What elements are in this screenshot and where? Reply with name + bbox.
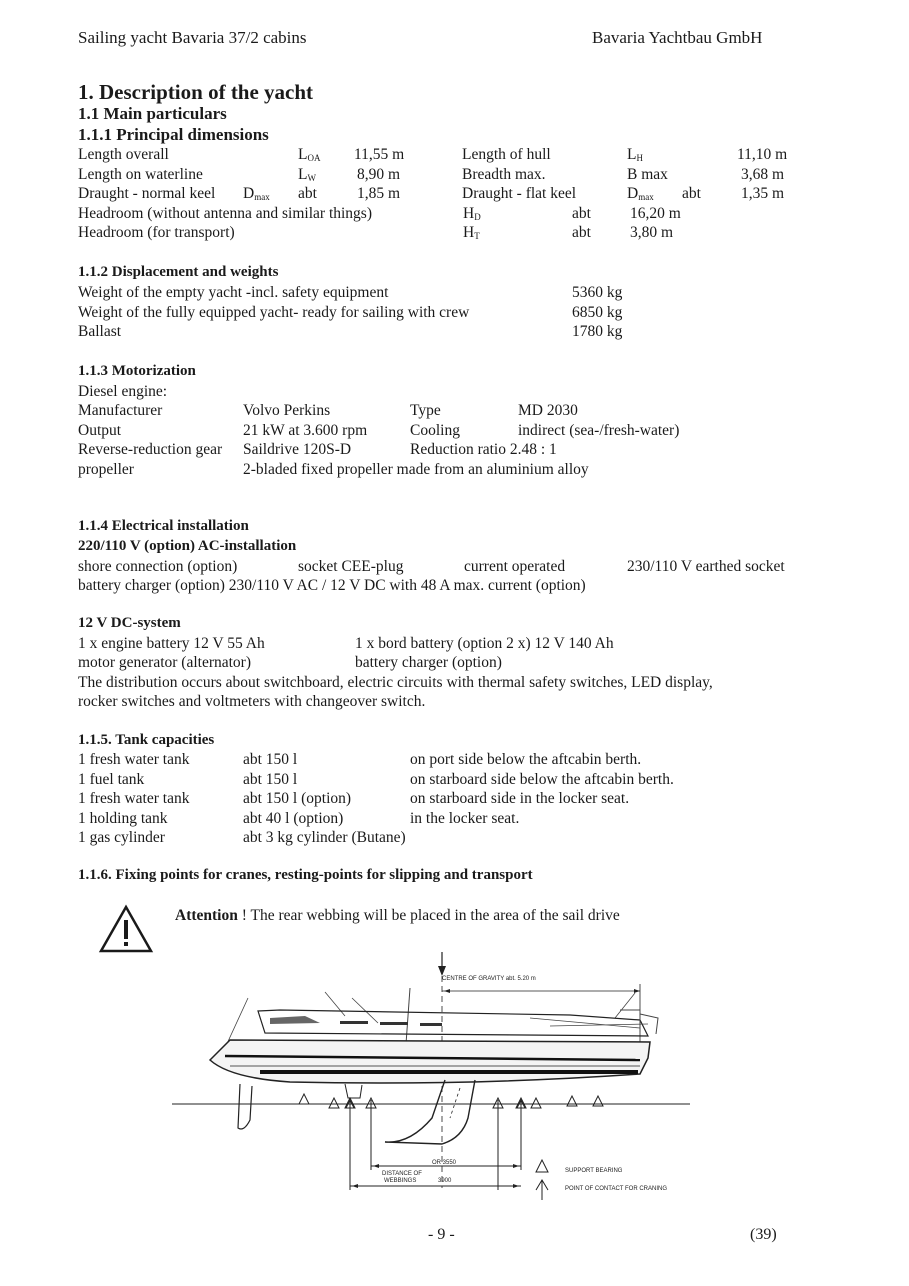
- ac-socket: socket CEE-plug: [298, 558, 404, 575]
- weight-value: 5360 kg: [572, 284, 623, 301]
- tank-cell: on starboard side in the locker seat.: [410, 790, 630, 807]
- craning-points: [346, 1100, 525, 1190]
- dimension-symbol: $L_H$: [627, 146, 643, 163]
- dimension-label: Length on waterline: [78, 166, 203, 183]
- tank-cell: abt 3 kg cylinder (Butane): [243, 829, 406, 846]
- headroom-value: 3,80 m: [630, 224, 674, 241]
- page-ref: (39): [750, 1226, 777, 1243]
- tank-cell: on port side below the aftcabin berth.: [410, 751, 642, 768]
- weights-heading: 1.1.2 Displacement and weights: [78, 264, 279, 280]
- tanks-heading: 1.1.5. Tank capacities: [78, 732, 215, 748]
- tank-cell: 1 holding tank: [78, 809, 168, 827]
- tank-cell: on starboard side below the aftcabin berth.: [410, 770, 674, 788]
- motor-heading: 1.1.3 Motorization: [78, 363, 196, 379]
- tank-cell: 1 fresh water tank: [78, 751, 190, 768]
- dimension-label: Breadth max.: [462, 166, 546, 183]
- header-right: Bavaria Yachtbau GmbH: [592, 28, 763, 47]
- motor-cell: Cooling: [410, 421, 460, 439]
- motor-cell: MD 2030: [518, 402, 578, 419]
- support-bearing-icon: [536, 1160, 548, 1172]
- dim-label-1: DISTANCE OF: [382, 1171, 422, 1177]
- support-bearings: [299, 1094, 603, 1108]
- dim-bottom-label: 3900: [438, 1178, 452, 1184]
- headroom-prefix: abt: [572, 205, 591, 222]
- headroom-symbol: $H_D$: [463, 205, 481, 222]
- ac-heading: 220/110 V (option) AC-installation: [78, 538, 297, 554]
- keel: [385, 1080, 475, 1144]
- dimension-value: 11,55 m: [354, 146, 405, 163]
- centre-gravity-arrow: [438, 966, 446, 976]
- dim-top-label: OR 3550: [432, 1160, 457, 1166]
- motor-intro: Diesel engine:: [78, 383, 168, 400]
- motor-cell: Output: [78, 421, 122, 439]
- motor-cell: 21 kW at 3.600 rpm: [243, 421, 368, 439]
- tank-cell: abt 150 l: [243, 770, 298, 788]
- section-heading: 1.1 Main particulars: [78, 104, 227, 123]
- fixing-heading: 1.1.6. Fixing points for cranes, resting-points for slipping and transport: [78, 867, 533, 883]
- gear-ratio: Reduction ratio 2.48 : 1: [410, 441, 557, 458]
- warning-icon: [98, 904, 154, 954]
- motor-cell: Volvo Perkins: [243, 402, 331, 419]
- dim-label-2: WEBBINGS: [384, 1178, 417, 1184]
- headroom-label: Headroom (for transport): [78, 224, 235, 241]
- centre-gravity-label: CENTRE OF GRAVITY abt. 5.20 m: [442, 976, 536, 982]
- dimension-value: 8,90 m: [357, 166, 401, 183]
- motor-cell: indirect (sea-/fresh-water): [518, 421, 680, 439]
- dimension-value: 1,35 m: [741, 185, 785, 202]
- header-left: Sailing yacht Bavaria 37/2 cabins: [78, 28, 307, 47]
- subsection-heading: 1.1.1 Principal dimensions: [78, 125, 269, 144]
- page-number: - 9 -: [428, 1226, 455, 1243]
- tank-cell: 1 gas cylinder: [78, 829, 165, 846]
- rudder: [238, 1084, 252, 1129]
- weight-value: 6850 kg: [572, 303, 623, 321]
- weight-value: 1780 kg: [572, 323, 623, 340]
- headroom-symbol: $H_T$: [463, 224, 480, 241]
- dimension-value: 3,68 m: [741, 166, 785, 183]
- attention-text: ! The rear webbing will be placed in the area of the sail drive: [241, 907, 620, 924]
- attention-note: [175, 906, 620, 926]
- headroom-label: Headroom (without antenna and similar things): [78, 205, 373, 222]
- motor-cell: Manufacturer: [78, 402, 163, 419]
- propeller-label: propeller: [78, 461, 134, 478]
- dimension-prefix: abt: [298, 185, 317, 202]
- legend-support: SUPPORT BEARING: [565, 1168, 623, 1174]
- tank-cell: abt 150 l: [243, 751, 298, 768]
- dc-engine-battery: 1 x engine battery 12 V 55 Ah: [78, 635, 265, 652]
- weight-label: Weight of the fully equipped yacht- ready for sailing with crew: [78, 303, 470, 321]
- motor-cell: Type: [410, 402, 441, 419]
- propeller-value: 2-bladed fixed propeller made from an aluminium alloy: [243, 461, 589, 478]
- tank-cell: abt 150 l (option): [243, 790, 352, 807]
- hull-diagram: [170, 948, 710, 1208]
- dimension-symbol: $D_{max}$: [243, 185, 270, 202]
- hull-outline: [210, 1040, 650, 1083]
- tank-cell: 1 fuel tank: [78, 770, 145, 788]
- craning-point-icon: [536, 1180, 548, 1200]
- ac-earthed: 230/110 V earthed socket: [627, 558, 785, 575]
- dimension-symbol: B max: [627, 166, 668, 183]
- ac-current: current operated: [464, 558, 566, 575]
- weight-label: Weight of the empty yacht -incl. safety equipment: [78, 284, 389, 301]
- ac-shore: shore connection (option): [78, 558, 238, 575]
- tank-cell: 1 fresh water tank: [78, 790, 190, 807]
- dimension-symbol: $L_{OA}$: [298, 146, 321, 163]
- electrical-heading: 1.1.4 Electrical installation: [78, 518, 249, 534]
- gear-value: Saildrive 120S-D: [243, 441, 352, 458]
- dc-heading: 12 V DC-system: [78, 615, 181, 631]
- attention-label: Attention: [175, 907, 238, 924]
- dc-text-2: rocker switches and voltmeters with changeover switch.: [78, 693, 426, 710]
- dc-generator: motor generator (alternator): [78, 654, 251, 671]
- headroom-prefix: abt: [572, 224, 591, 241]
- dimension-label: Draught - flat keel: [462, 185, 577, 202]
- tank-cell: in the locker seat.: [410, 809, 520, 827]
- dimension-label: Length overall: [78, 146, 169, 163]
- dimension-label: Draught - normal keel: [78, 185, 216, 202]
- weight-label: Ballast: [78, 323, 122, 340]
- headroom-value: 16,20 m: [630, 205, 681, 222]
- dc-text-1: The distribution occurs about switchboard, electric circuits with thermal safety switches, LED display,: [78, 674, 713, 691]
- dc-charger: battery charger (option): [355, 654, 502, 671]
- legend-contact: POINT OF CONTACT FOR CRANING: [565, 1186, 668, 1192]
- dimension-symbol: $D_{max}$: [627, 185, 654, 202]
- dimension-value: 11,10 m: [737, 146, 788, 163]
- tank-cell: abt 40 l (option): [243, 809, 344, 827]
- dimension-value: 1,85 m: [357, 185, 401, 202]
- dc-bord-battery: 1 x bord battery (option 2 x) 12 V 140 Ah: [355, 635, 614, 652]
- ac-charger: battery charger (option) 230/110 V AC / 12 V DC with 48 A max. current (option): [78, 577, 586, 594]
- dimension-prefix: abt: [682, 185, 701, 202]
- gear-label: Reverse-reduction gear: [78, 441, 223, 458]
- dimension-label: Length of hull: [462, 146, 551, 163]
- page-title: 1. Description of the yacht: [78, 80, 314, 104]
- dimension-symbol: $L_W$: [298, 166, 316, 183]
